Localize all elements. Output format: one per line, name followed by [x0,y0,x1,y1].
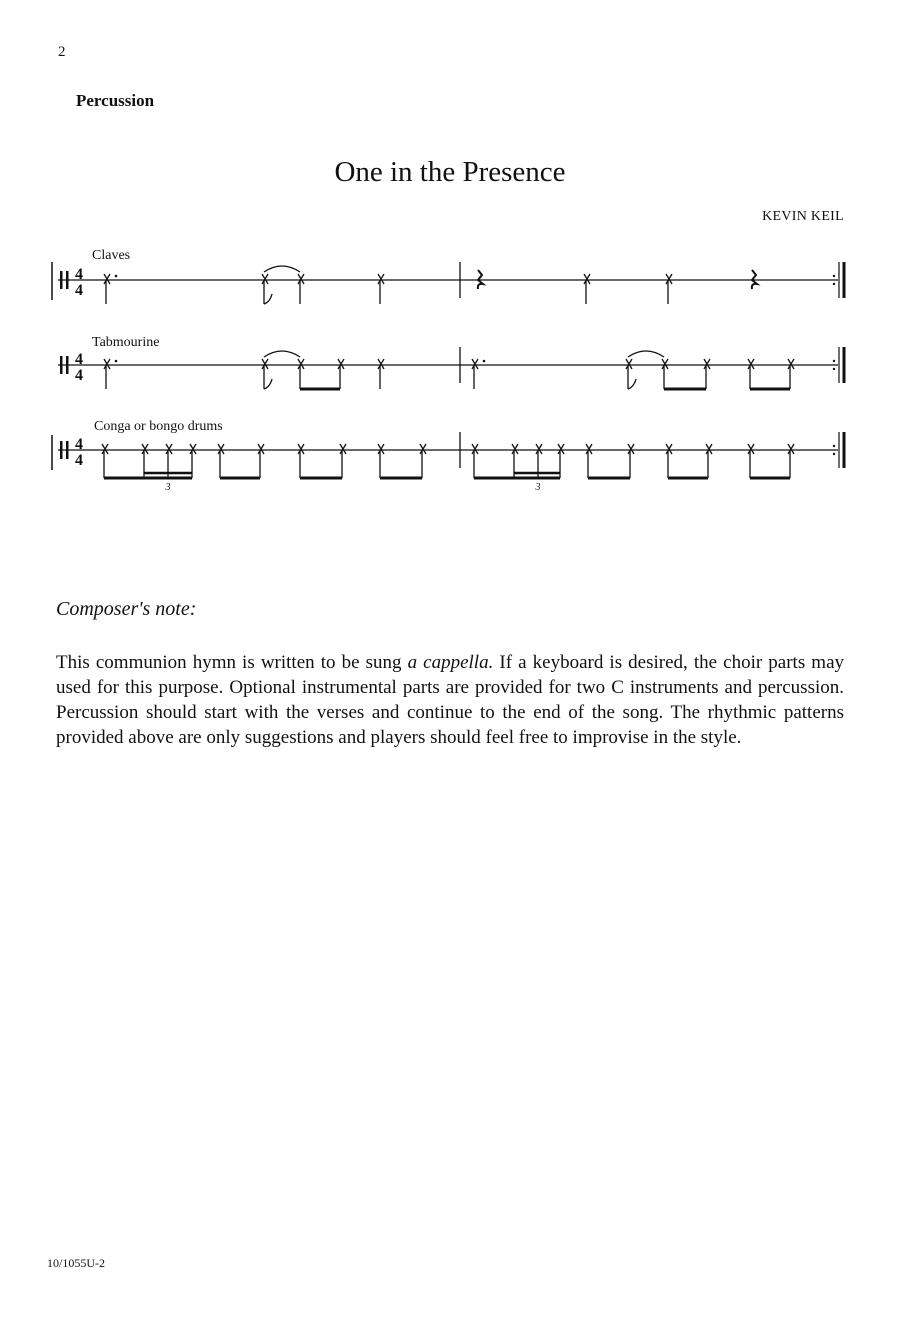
tie [628,351,664,357]
x-notehead [298,359,304,369]
x-noteheads [748,444,794,454]
x-notehead [704,359,710,369]
x-noteheads [666,444,712,454]
time-signature-top: 4 [75,351,83,368]
triplet-mark: 3 [535,482,541,493]
time-signature-bottom: 4 [75,452,83,469]
x-noteheads [298,444,346,454]
x-notehead [104,274,110,284]
note-text-part-1: This communion hymn is written to be sung [56,652,408,673]
x-notehead [626,359,632,369]
x-noteheads [102,444,196,454]
x-notehead [748,359,754,369]
time-signature-bottom: 4 [75,367,83,384]
composer-note-body [56,650,844,750]
x-notehead [788,359,794,369]
time-signature-bottom: 4 [75,282,83,299]
staff-label: Conga or bongo drums [94,419,223,434]
time-signature-top: 4 [75,266,83,283]
x-notehead [472,359,478,369]
tie [264,266,300,272]
x-notehead [666,274,672,284]
x-notehead [662,359,668,369]
x-noteheads [472,444,564,454]
staff-label: Claves [92,248,131,263]
staff-tambourine [58,335,844,389]
staff-claves [52,248,844,304]
tie [264,351,300,357]
composer-note-heading: Composer's note: [56,598,197,620]
time-signature-top: 4 [75,436,83,453]
x-notehead [298,274,304,284]
x-notehead [378,359,384,369]
triplet-mark: 3 [165,482,171,493]
note-text-part-2: If a keyboard is desired, the choir parts may used for this purpose. Optional instrumental parts are provided for two C instruments and percussion. Percussion should start with the verses and continue to the end of the song. The rhythmic patterns provided above are only suggestions and players should feel free to improvise in the style. [56,652,844,748]
x-notehead [262,359,268,369]
flag [264,379,272,389]
composer-name: KEVIN KEIL [762,209,844,224]
part-label: Percussion [76,91,155,110]
catalog-number: 10/1055U-2 [47,1256,105,1270]
x-notehead [338,359,344,369]
flag [628,379,636,389]
x-noteheads [378,444,426,454]
x-notehead [584,274,590,284]
piece-title: One in the Presence [334,156,566,188]
x-noteheads [218,444,264,454]
x-noteheads [586,444,634,454]
page-number: 2 [58,44,66,60]
x-notehead [104,359,110,369]
dot [115,275,118,278]
x-notehead [378,274,384,284]
staff-label: Tabmourine [92,335,160,350]
x-notehead [262,274,268,284]
percussion-score [0,0,900,520]
flag [264,294,272,304]
note-text-italic: a cappella. [407,652,494,673]
staff-conga-bongo [52,419,844,493]
